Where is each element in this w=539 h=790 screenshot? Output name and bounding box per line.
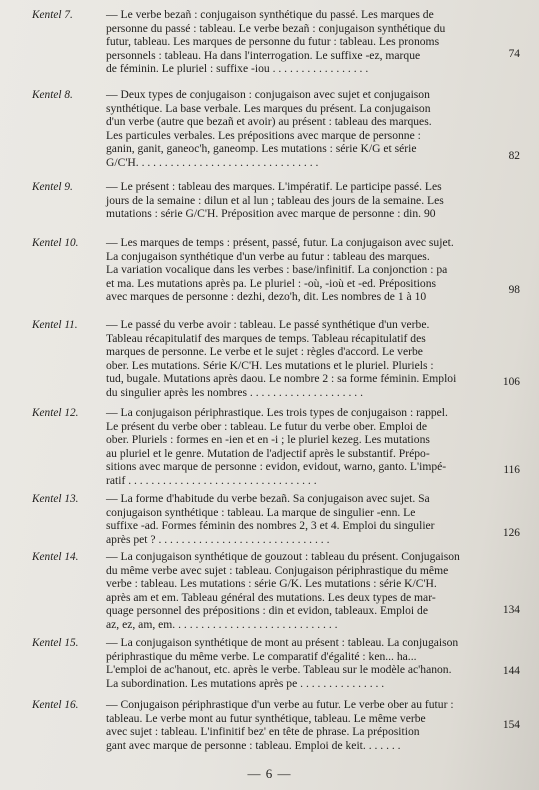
entry-line: Tableau récapitulatif des marques de temps. Tableau récapitulatif des xyxy=(106,331,426,345)
entry-line: du même verbe avec sujet : tableau. Conjugaison périphrastique du même xyxy=(106,563,449,577)
entry-description xyxy=(106,318,520,400)
toc-entry-kentel-11 xyxy=(32,318,520,400)
entry-line: — La conjugaison synthétique de gouzout : tableau du présent. Conjugaison xyxy=(106,550,460,563)
page-number: 98 xyxy=(508,284,520,297)
page-number: 106 xyxy=(502,375,520,388)
entry-label: Kentel 14. xyxy=(32,551,79,563)
entry-line: et ma. Les mutations après pa. Le pluriel : -où, -ioù et -ed. Prépositions xyxy=(106,276,437,290)
entry-line: de féminin. Le pluriel : suffixe -iou . . . . . . . . . . . . . . . . . xyxy=(106,62,369,76)
entry-line: ober. Les mutations. Série K/C'H. Les mutations et le pluriel. Pluriels : xyxy=(106,358,434,372)
entry-description xyxy=(106,8,520,76)
entry-label: Kentel 8. xyxy=(32,89,73,101)
entry-label: Kentel 16. xyxy=(32,699,79,711)
entry-description xyxy=(106,550,520,632)
page-number: 134 xyxy=(502,603,520,616)
entry-line: — Conjugaison périphrastique d'un verbe au futur. Le verbe ober au futur : xyxy=(106,698,454,711)
entry-line: La variation vocalique dans les verbes : base/infinitif. La conjonction : pa xyxy=(106,263,448,277)
entry-line: marques de personne. Le verbe et le sujet : règles d'accord. Le verbe xyxy=(106,345,423,359)
toc-entry-kentel-15 xyxy=(32,636,520,690)
entry-line: La conjugaison synthétique d'un verbe au futur : tableau des marques. xyxy=(106,249,430,263)
entry-line: tableau. Le verbe mont au futur synthétique, tableau. Le même verbe xyxy=(106,711,426,725)
entry-line: G/C'H. . . . . . . . . . . . . . . . . . . . . . . . . . . . . . . . xyxy=(106,155,319,169)
entry-line: conjugaison synthétique : tableau. La marque de singulier -enn. Le xyxy=(106,505,416,519)
entry-line: d'un verbe (autre que bezañ et avoir) au présent : tableau des marques. xyxy=(106,115,432,129)
page-number: 144 xyxy=(502,664,520,677)
page-number: 74 xyxy=(508,48,520,61)
entry-line: après pet ? . . . . . . . . . . . . . . . . . . . . . . . . . . . . . . xyxy=(106,532,330,546)
toc-entry-kentel-14 xyxy=(32,550,520,632)
entry-line: Les particules verbales. Les prépositions avec marque de personne : xyxy=(106,128,421,142)
entry-line: — La conjugaison synthétique de mont au présent : tableau. La conjugaison xyxy=(106,636,459,649)
entry-label: Kentel 15. xyxy=(32,637,79,649)
toc-entry-kentel-9 xyxy=(32,180,520,221)
toc-entry-kentel-13 xyxy=(32,492,520,546)
toc-entry-kentel-8 xyxy=(32,88,520,170)
entry-line: mutations : série G/C'H. Préposition avec marque de personne : din. 90 xyxy=(106,207,436,221)
entry-label: Kentel 11. xyxy=(32,319,78,331)
entry-description xyxy=(106,698,520,752)
entry-line: gant avec marque de personne : tableau. Emploi de keit. . . . . . . xyxy=(106,738,401,752)
entry-line: jours de la semaine : dilun et al lun ; tableau des jours de la semaine. Les xyxy=(106,193,444,207)
entry-line: suffixe -ad. Formes féminin des nombres 2, 3 et 4. Emploi du singulier xyxy=(106,519,435,533)
toc-entry-kentel-10 xyxy=(32,236,520,304)
entry-line: — Le présent : tableau des marques. L'impératif. Le participe passé. Les xyxy=(106,180,442,193)
entry-line: — La forme d'habitude du verbe bezañ. Sa conjugaison avec sujet. Sa xyxy=(106,492,430,505)
entry-line: ganin, ganit, ganeoc'h, ganeomp. Les mutations : série K/G et série xyxy=(106,142,417,156)
entry-description xyxy=(106,636,520,690)
page-number: 126 xyxy=(502,526,520,539)
entry-line: La subordination. Les mutations après pe . . . . . . . . . . . . . . . xyxy=(106,676,385,690)
entry-line: périphrastique du même verbe. Le comparatif d'égalité : ken... ha... xyxy=(106,649,417,663)
entry-description xyxy=(106,492,520,546)
entry-line: quage personnel des prépositions : din et evidon, tableaux. Emploi de xyxy=(106,604,428,618)
entry-line: az, ez, am, em. . . . . . . . . . . . . . . . . . . . . . . . . . . . . xyxy=(106,617,338,631)
entry-line: verbe : tableau. Les mutations : série G/K. Les mutations : série K/C'H. xyxy=(106,577,437,591)
entry-description xyxy=(106,88,520,170)
entry-line: sitions avec marque de personne : evidon, evidout, warno, ganto. L'impé- xyxy=(106,460,447,474)
entry-description xyxy=(106,406,520,488)
entry-line: tud, bugale. Mutations après daou. Le nombre 2 : sa forme féminin. Emploi xyxy=(106,372,457,386)
entry-line: — La conjugaison périphrastique. Les trois types de conjugaison : rappel. xyxy=(106,406,448,419)
entry-label: Kentel 12. xyxy=(32,407,79,419)
entry-line: — Les marques de temps : présent, passé, futur. La conjugaison avec sujet. xyxy=(106,236,454,249)
entry-line: ratif . . . . . . . . . . . . . . . . . . . . . . . . . . . . . . . . . xyxy=(106,473,317,487)
page-number: 116 xyxy=(503,463,520,476)
entry-line: avec marques de personne : dezhi, dezo'h, dit. Les nombres de 1 à 10 xyxy=(106,290,427,304)
toc-entry-kentel-12 xyxy=(32,406,520,488)
entry-line: personnels : tableau. Ha dans l'interrogation. Le suffixe -ez, marque xyxy=(106,48,421,62)
entry-line: Le présent du verbe ober : tableau. Le futur du verbe ober. Emploi de xyxy=(106,419,427,433)
toc-entry-kentel-7 xyxy=(32,8,520,76)
entry-line: au pluriel et le genre. Mutation de l'adjectif après le substantif. Prépo- xyxy=(106,446,430,460)
page-number: 154 xyxy=(502,718,520,731)
entry-line: — Le verbe bezañ : conjugaison synthétique du passé. Les marques de xyxy=(106,8,434,21)
entry-label: Kentel 10. xyxy=(32,237,79,249)
entry-line: après am et em. Tableau général des mutations. Les deux types de mar- xyxy=(106,590,436,604)
entry-label: Kentel 7. xyxy=(32,9,73,21)
entry-line: personne du passé : tableau. Le verbe bezañ : conjugaison synthétique du xyxy=(106,21,446,35)
entry-line: ober. Pluriels : formes en -ien et en -i ; le pluriel kezeg. Les mutations xyxy=(106,433,430,447)
entry-description xyxy=(106,180,520,221)
entry-line: avec sujet : tableau. L'infinitif bez' en tête de phrase. La préposition xyxy=(106,725,420,739)
entry-line: synthétique. La base verbale. Les marques du présent. La conjugaison xyxy=(106,101,431,115)
entry-description xyxy=(106,236,520,304)
entry-line: L'emploi de ac'hanout, etc. après le verbe. Tableau sur le modèle ac'hanon. xyxy=(106,663,452,677)
entry-line: — Deux types de conjugaison : conjugaison avec sujet et conjugaison xyxy=(106,88,430,101)
toc-entry-kentel-16 xyxy=(32,698,520,752)
entry-line: — Le passé du verbe avoir : tableau. Le passé synthétique d'un verbe. xyxy=(106,318,430,331)
page-number: 82 xyxy=(508,149,520,162)
entry-line: futur, tableau. Les marques de personne du futur : tableau. Les pronoms xyxy=(106,35,440,49)
entry-line: du singulier après les nombres . . . . . . . . . . . . . . . . . . . . xyxy=(106,385,363,399)
page-footer-number: — 6 — xyxy=(247,766,292,781)
entry-label: Kentel 9. xyxy=(32,181,73,193)
entry-label: Kentel 13. xyxy=(32,493,79,505)
